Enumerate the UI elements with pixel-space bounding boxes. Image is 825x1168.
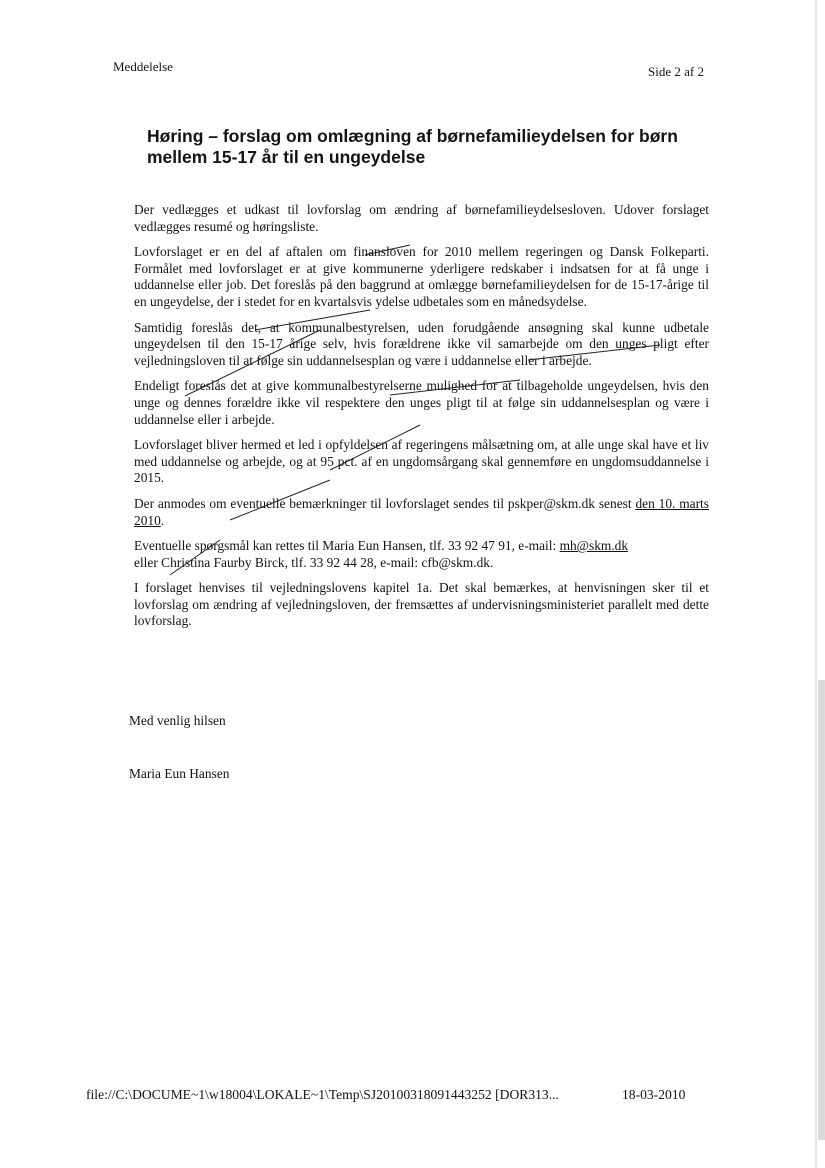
- paragraph-intro: Der vedlægges et udkast til lovforslag om ændring af børnefamilieydelsesloven. Udover forslaget vedlægges resumé og høringsliste.: [134, 202, 709, 234]
- paragraph-purpose: Lovforslaget er en del af aftalen om finansloven for 2010 mellem regeringen og Dansk Folkeparti. Formålet med lovforslaget er at give kommunerne yderligere redskaber i indsatsen for at få unge i uddannelse eller job. Det foreslås på den baggrund at omlægge børnefamilieydelsen for de 15-17-årige til en ungeydelse, der i stedet for en kvartalsvis ydelse udbetales som en månedsydelse.: [134, 244, 709, 309]
- paragraph-payment: Samtidig foreslås det, at kommunalbestyrelsen, uden forudgående ansøgning skal kunne udbetale ungeydelsen til den 15-17 årige selv, hvis forældrene ikke vil samarbejde om den unges pligt efter vejledningsloven til at følge sin uddannelsesplan og være i uddannelse eller i arbejde.: [134, 319, 709, 368]
- deadline-text: Der anmodes om eventuelle bemærkninger til lovforslaget sendes til pskper@skm.dk senest: [134, 495, 636, 511]
- deadline-date: den 10. marts 2010: [134, 495, 709, 528]
- scan-edge-artifact: [785, 0, 825, 1168]
- page-number: Side 2 af 2: [648, 64, 704, 79]
- contact-line-2: eller Christina Faurby Birck, tlf. 33 92 44 28, e-mail: cfb@skm.dk.: [134, 554, 494, 570]
- strike-mark-1: [255, 310, 370, 330]
- strike-mark-7: [230, 480, 330, 520]
- strike-mark-8: [170, 540, 220, 575]
- signature-name: Maria Eun Hansen: [129, 766, 230, 781]
- strike-mark-6: [330, 425, 420, 470]
- document-title: Høring – forslag om omlægning af børnefamilieydelsen for børn mellem 15-17 år til en ungeydelse: [147, 126, 678, 167]
- strike-mark-3: [528, 345, 660, 360]
- strike-mark-4: [185, 330, 320, 396]
- footer-file-path: file://C:\DOCUME~1\w18004\LOKALE~1\Temp\SJ20100318091443252 [DOR313...: [86, 1087, 559, 1102]
- strike-mark-2: [365, 245, 410, 255]
- paragraph-reference: I forslaget henvises til vejledningslovens kapitel 1a. Det skal bemærkes, at henvisningen sker til et lovforslag om ændring af vejledningsloven, der fremsættes af undervisningsministeriet parallelt med dette lovforslag.: [134, 580, 709, 629]
- footer-date: 18-03-2010: [622, 1087, 686, 1102]
- strike-mark-5: [390, 380, 520, 395]
- paragraph-withhold: Endeligt foreslås det at give kommunalbestyrelserne mulighed for at tilbageholde ungeydelsen, hvis den unge og dennes forældre ikke vil respektere den unges pligt til at følge sin uddannelsesplan og være i uddannelse eller i arbejde.: [134, 378, 709, 427]
- deadline-end: .: [160, 512, 165, 528]
- header-label: Meddelelse: [113, 59, 173, 74]
- paragraph-goal: Lovforslaget bliver hermed et led i opfyldelsen af regeringens målsætning om, at alle unge skal have et liv med uddannelse og arbejde, og at 95 pct. af en ungdomsårgang skal gennemføre en ungdomsuddannelse i 2015.: [134, 437, 709, 486]
- contact-line-1: Eventuelle spørgsmål kan rettes til Maria Eun Hansen, tlf. 33 92 47 91, e-mail:: [134, 538, 560, 554]
- contact-email-link[interactable]: mh@skm.dk: [559, 538, 629, 554]
- closing-salutation: Med venlig hilsen: [129, 713, 226, 728]
